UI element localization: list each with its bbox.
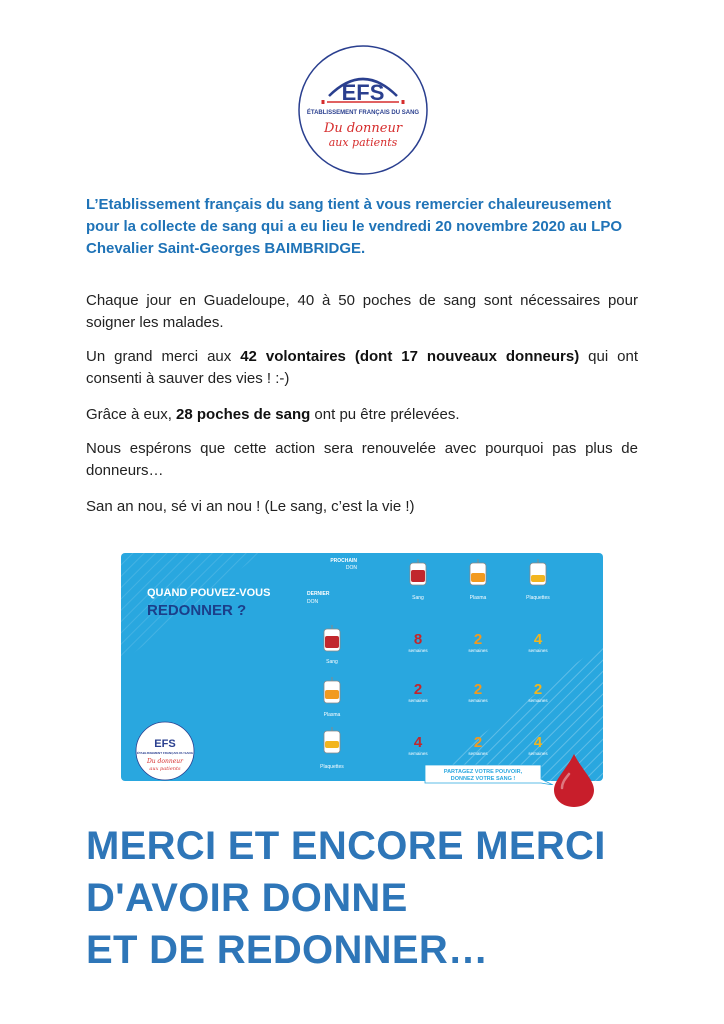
column-bag-sang (410, 559, 426, 585)
unit-label: semaines (408, 698, 428, 703)
prochain-sub: DON (345, 565, 357, 571)
paragraph-1: Chaque jour en Guadeloupe, 40 à 50 poches de sang sont nécessaires pour soigner les malades. (86, 292, 638, 331)
cell-sang-plaquettes: 4 (533, 631, 543, 648)
banner-title-1: QUAND POUVEZ-VOUS (147, 587, 271, 599)
column-label-sang: Sang (412, 595, 424, 601)
logo-name: ÉTABLISSEMENT FRANÇAIS DU SANG (306, 110, 420, 116)
column-label-plasma: Plasma (469, 595, 487, 601)
closing-line-3: ET DE REDONNER… (86, 928, 489, 972)
blood-drop-icon (552, 752, 596, 808)
dernier-label: DERNIER (307, 591, 330, 597)
closing-line-2: D'AVOIR DONNE (86, 876, 408, 920)
row-bag-plaquettes (324, 727, 340, 753)
cell-sang-sang: 8 (413, 631, 423, 648)
row-label-plasma: Plasma (323, 712, 341, 718)
banner-title-2: REDONNER ? (147, 602, 247, 619)
svg-text:ÉTABLISSEMENT FRANÇAIS DU SANG: ÉTABLISSEMENT FRANÇAIS DU SANG (136, 751, 194, 755)
unit-label: semaines (468, 751, 488, 756)
paragraph-5: San an nou, sé vi an nou ! (Le sang, c’est la vie !) (86, 498, 415, 515)
prochain-label: PROCHAIN (330, 558, 357, 564)
banner-efs-logo (136, 722, 194, 780)
intro-text: L’Etablissement français du sang tient à vous remercier chaleureusement pour la collecte de sang qui a eu lieu le vendredi 20 novembre 2020 au LPO Chevalier Saint-Georges BAIMBRIDGE. (86, 196, 623, 257)
closing-message (86, 820, 606, 976)
svg-text:aux patients: aux patients (149, 766, 181, 772)
cell-plasma-plasma: 2 (473, 681, 483, 698)
column-label-plaquettes: Plaquettes (526, 595, 550, 601)
slogan-line-1: PARTAGEZ VOTRE POUVOIR, (443, 769, 523, 775)
dernier-sub: DON (307, 599, 319, 605)
row-label-sang: Sang (326, 659, 338, 665)
logo-tagline-2: aux patients (328, 136, 398, 149)
unit-label: semaines (528, 648, 548, 653)
row-label-plaquettes: Plaquettes (320, 764, 344, 770)
logo-acronym: EFS (341, 80, 385, 105)
slogan-line-2: DONNEZ VOTRE SANG ! (450, 776, 516, 782)
cell-sang-plasma: 2 (473, 631, 483, 648)
cell-plasma-plaquettes: 2 (533, 681, 543, 698)
closing-line-1: MERCI ET ENCORE MERCI (86, 824, 606, 868)
unit-label: semaines (408, 751, 428, 756)
svg-text:Du donneur: Du donneur (146, 758, 184, 765)
donation-interval-banner (121, 553, 603, 785)
unit-label: semaines (468, 698, 488, 703)
row-bag-sang (324, 625, 340, 651)
paragraph-2: Un grand merci aux 42 volontaires (dont 17 nouveaux donneurs) qui ont consenti à sauver des vies ! :-) (86, 348, 638, 387)
slogan-box (425, 765, 553, 785)
column-bag-plaquettes (530, 559, 546, 585)
column-bag-plasma (470, 559, 486, 585)
unit-label: semaines (468, 648, 488, 653)
paragraph-3: Grâce à eux, 28 poches de sang ont pu être prélevées. (86, 406, 460, 423)
logo-tagline-1: Du donneur (323, 121, 403, 136)
efs-logo (297, 44, 429, 176)
row-bag-plasma (324, 677, 340, 703)
cell-plasma-sang: 2 (413, 681, 423, 698)
cell-plaquettes-plaquettes: 4 (533, 734, 543, 751)
cell-plaquettes-sang: 4 (413, 734, 423, 751)
cell-plaquettes-plasma: 2 (473, 734, 483, 751)
unit-label: semaines (408, 648, 428, 653)
paragraph-4: Nous espérons que cette action sera renouvelée avec pourquoi pas plus de donneurs… (86, 440, 638, 479)
unit-label: semaines (528, 698, 548, 703)
unit-label: semaines (528, 751, 548, 756)
svg-text:EFS: EFS (154, 738, 176, 750)
